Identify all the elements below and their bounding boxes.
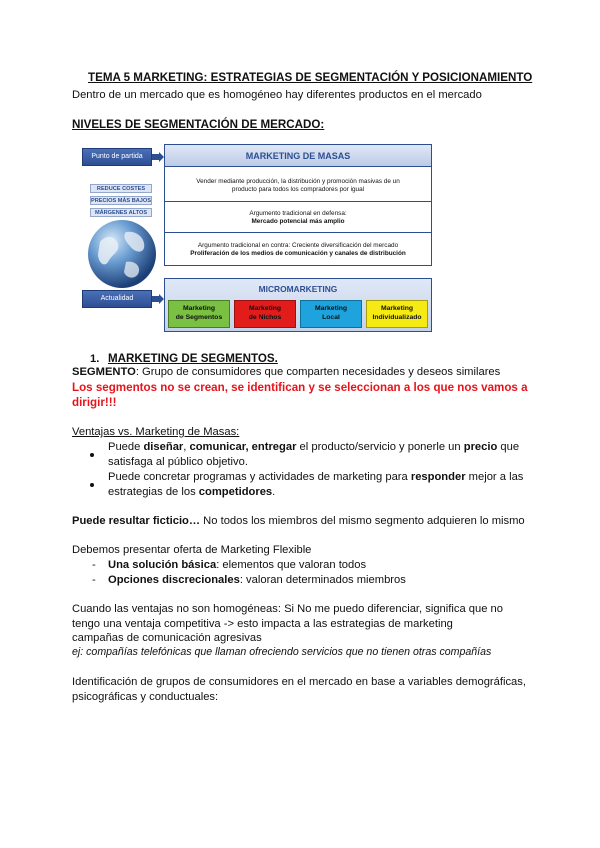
- tag3-label: MÁRGENES ALTOS: [94, 210, 148, 216]
- ident-line2: psicográficas y conductuales:: [72, 691, 219, 703]
- flex-item-2: Opciones discrecionales: valoran determinados miembros: [108, 574, 406, 586]
- section1-heading: MARKETING DE SEGMENTOS.: [108, 352, 278, 365]
- masas-row1-line1: Vender mediante producción, la distribución y promoción masivas de un: [196, 178, 400, 185]
- segmentation-diagram: [82, 144, 434, 334]
- bullet-1-line2: satisfaga al público objetivo.: [108, 456, 248, 468]
- bullet-1-line1: Puede diseñar, comunicar, entregar el producto/servicio y ponerle un precio que: [108, 441, 520, 453]
- section1-number: 1.: [90, 353, 100, 365]
- punto-partida-label: Punto de partida: [91, 153, 143, 160]
- micro-ind-line1: Marketing: [380, 305, 414, 312]
- bullet-2-dot: [90, 474, 94, 492]
- micro-nich-line2: de Nichos: [248, 314, 282, 321]
- bullet-1-dot: [90, 444, 94, 462]
- masas-row1-line2: producto para todos los compradores por igual: [231, 186, 365, 193]
- micro-nich-line1: Marketing: [248, 305, 282, 312]
- segmento-definition: [72, 365, 500, 379]
- masas-title: MARKETING DE MASAS: [245, 151, 351, 161]
- micro-seg-line1: Marketing: [182, 305, 216, 312]
- bullet-2-line2: estrategias de los competidores.: [108, 486, 276, 498]
- example-line: ej: compañías telefónicas que llaman ofreciendo servicios que no tienen otras compañías: [72, 646, 492, 658]
- tag1-label: REDUCE COSTES: [96, 186, 146, 192]
- red-note-line2: dirigir!!!: [72, 396, 117, 409]
- masas-divider-2: [165, 232, 431, 233]
- micro-seg-line2: de Segmentos: [175, 314, 223, 321]
- section-heading: NIVELES DE SEGMENTACIÓN DE MERCADO:: [72, 118, 325, 131]
- ficticio-line: Puede resultar ficticio… No todos los miembros del mismo segmento adquieren lo mismo: [72, 515, 525, 527]
- flex-dash-2: -: [92, 574, 96, 586]
- page-title: TEMA 5 MARKETING: ESTRATEGIAS DE SEGMENTACIÓN Y POSICIONAMIENTO: [88, 71, 533, 84]
- intro-text: Dentro de un mercado que es homogéneo hay diferentes productos en el mercado: [72, 89, 482, 101]
- actualidad-label: Actualidad: [100, 295, 134, 302]
- micro-loc-line1: Marketing: [314, 305, 348, 312]
- masas-row2-line2: Mercado potencial más amplio: [251, 218, 345, 225]
- segmento-label: SEGMENTO: [72, 366, 136, 378]
- cuando-line3: campañas de comunicación agresivas: [72, 632, 262, 644]
- flex-dash-1: -: [92, 559, 96, 571]
- arrow-right-icon: [152, 152, 164, 162]
- ventajas-heading: Ventajas vs. Marketing de Masas:: [72, 426, 240, 438]
- red-note-line1: Los segmentos no se crean, se identifican y se seleccionan a los que nos vamos a: [72, 381, 528, 394]
- arrow-right-icon: [152, 294, 164, 304]
- segmento-def: : Grupo de consumidores que comparten necesidades y deseos similares: [135, 366, 501, 378]
- flex-item-1: Una solución básica: elementos que valoran todos: [108, 559, 367, 571]
- masas-row3-line1: Argumento tradicional en contra: Creciente diversificación del mercado: [197, 242, 399, 249]
- masas-row2-line1: Argumento tradicional en defensa:: [249, 210, 347, 217]
- masas-divider-1: [165, 201, 431, 202]
- cuando-line2: tengo una ventaja competitiva -> esto impacta a las estrategias de marketing: [72, 618, 453, 630]
- micro-loc-line2: Local: [322, 314, 340, 321]
- cuando-line1: Cuando las ventajas no son homogéneas: Si No me puedo diferenciar, significa que no: [72, 603, 503, 615]
- ident-line1: Identificación de grupos de consumidores en el mercado en base a variables demográficas,: [72, 676, 526, 688]
- flex-heading: Debemos presentar oferta de Marketing Flexible: [72, 544, 312, 556]
- masas-row3-line2: Proliferación de los medios de comunicación y canales de distribución: [190, 250, 406, 257]
- micro-title: MICROMARKETING: [258, 284, 338, 294]
- micro-ind-line2: Individualizado: [372, 314, 422, 321]
- tag2-label: PRECIOS MÁS BAJOS: [91, 198, 151, 204]
- bullet-2-line1: Puede concretar programas y actividades de marketing para responder mejor a las: [108, 471, 524, 483]
- globe-icon: [86, 218, 158, 290]
